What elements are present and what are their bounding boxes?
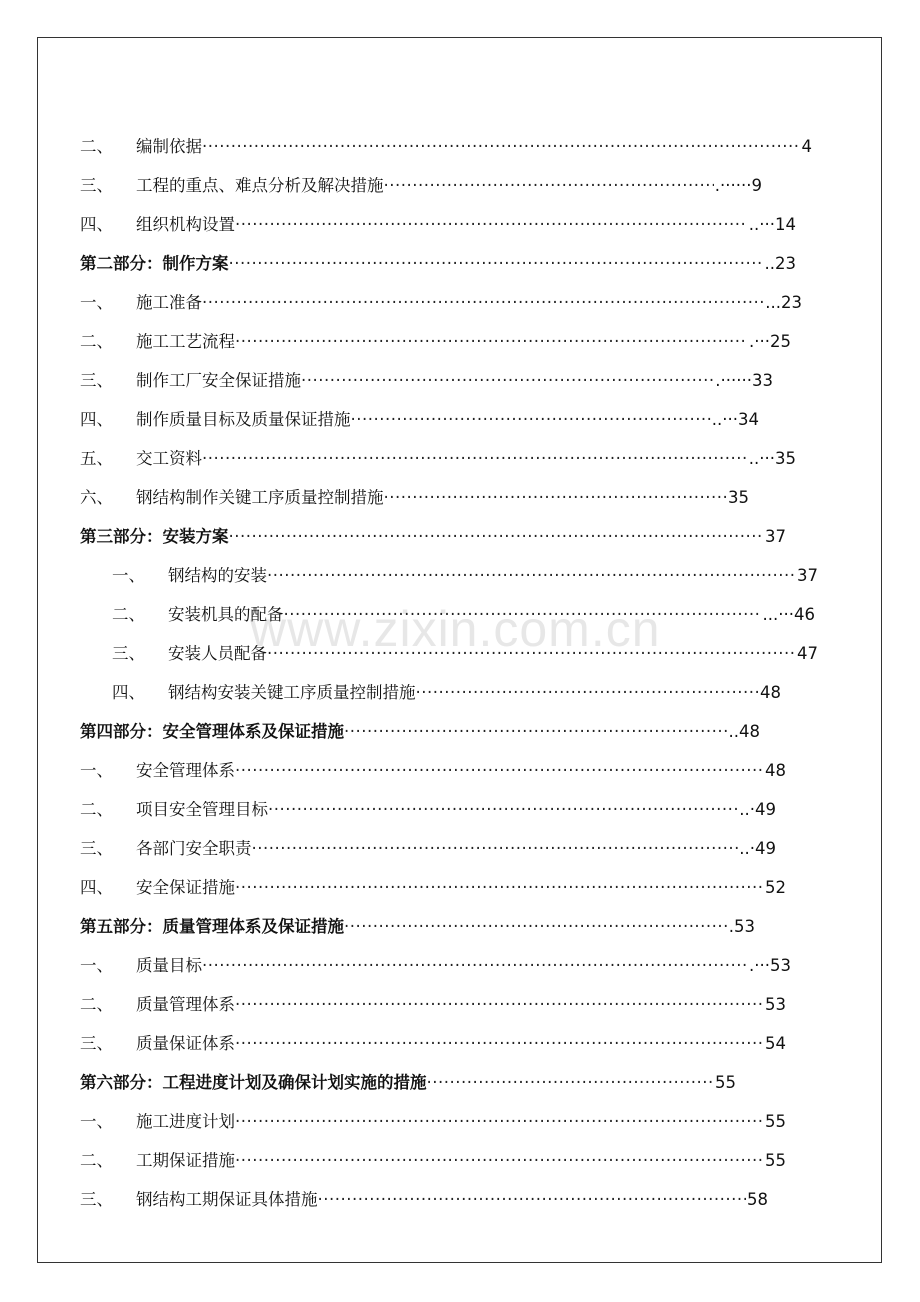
toc-page-number: 55 [715,1073,736,1092]
toc-dot-leader [267,556,796,595]
toc-entry-number: 一、 [112,566,145,585]
toc-entry-title: 工程的重点、难点分析及解决措施 [136,176,384,195]
toc-entry-title: 施工准备 [136,293,202,312]
toc-entry-title: 施工工艺流程 [136,332,235,351]
toc-dot-leader [202,283,764,322]
toc-part-heading[interactable] [0,1063,920,1102]
toc-entry[interactable] [0,205,920,244]
toc-entry-number: 三、 [80,1034,113,1053]
toc-entry-title: 制作工厂安全保证措施 [136,371,301,390]
toc-entry-title: 第五部分：质量管理体系及保证措施 [80,917,344,936]
toc-page-number: 4 [801,137,812,156]
toc-entry[interactable] [0,829,920,868]
toc-entry-number: 二、 [80,1151,113,1170]
toc-entry-title: 安全保证措施 [136,878,235,897]
toc-entry-line [136,1180,768,1219]
toc-entry-line [80,244,796,283]
toc-dot-leader [235,322,748,361]
toc-page-number: 37 [797,566,818,585]
toc-dot-leader [229,517,765,556]
toc-entry-number: 四、 [80,410,113,429]
toc-dot-leader [202,946,748,985]
toc-entry-title: 工期保证措施 [136,1151,235,1170]
toc-dot-leader [235,205,748,244]
toc-entry-line [136,322,791,361]
toc-entry-line [136,478,749,517]
toc-entry-number: 二、 [112,605,145,624]
toc-entry[interactable] [0,673,920,712]
toc-part-heading[interactable] [0,517,920,556]
toc-dot-leader [235,985,764,1024]
toc-entry-title: 钢结构工期保证具体措施 [136,1190,318,1209]
toc-entry[interactable] [0,127,920,166]
table-of-contents [0,127,920,1219]
toc-entry-number: 一、 [80,1112,113,1131]
toc-entry-number: 二、 [80,332,113,351]
toc-page-number: ..·49 [739,800,776,819]
toc-entry-number: 四、 [80,215,113,234]
toc-dot-leader [318,1180,747,1219]
toc-page-number: 55 [765,1151,786,1170]
toc-entry-line [136,283,802,322]
toc-dot-leader [416,673,760,712]
toc-entry-title: 安全管理体系 [136,761,235,780]
toc-dot-leader [235,1024,764,1063]
toc-part-heading[interactable] [0,712,920,751]
toc-entry[interactable] [0,400,920,439]
toc-page-number: 55 [765,1112,786,1131]
toc-dot-leader [202,439,748,478]
toc-entry[interactable] [0,946,920,985]
toc-entry-line [168,634,818,673]
toc-dot-leader [252,829,739,868]
toc-entry-line [136,205,796,244]
toc-page-number: ..48 [728,722,760,741]
toc-entry[interactable] [0,1180,920,1219]
toc-dot-leader [267,634,796,673]
toc-entry-line [136,829,776,868]
toc-entry-number: 四、 [112,683,145,702]
toc-entry-number: 三、 [80,371,113,390]
toc-dot-leader [202,127,801,166]
toc-entry-number: 三、 [80,176,113,195]
toc-entry-title: 施工进度计划 [136,1112,235,1131]
toc-entry-number: 五、 [80,449,113,468]
toc-page-number: 48 [765,761,786,780]
toc-entry[interactable] [0,790,920,829]
toc-entry-title: 质量管理体系 [136,995,235,1014]
toc-dot-leader [384,478,728,517]
toc-entry-line [136,985,786,1024]
toc-entry-line [136,400,759,439]
toc-entry-title: 交工资料 [136,449,202,468]
toc-dot-leader [351,400,711,439]
toc-entry-title: 钢结构制作关键工序质量控制措施 [136,488,384,507]
watermark: www.zixin.com.cn [250,601,661,657]
toc-page-number: 37 [765,527,786,546]
toc-dot-leader [235,868,764,907]
toc-entry-title: 钢结构的安装 [168,566,267,585]
toc-entry-title: 安装人员配备 [168,644,267,663]
toc-dot-leader [268,790,738,829]
toc-entry-title: 第六部分：工程进度计划及确保计划实施的措施 [80,1073,427,1092]
toc-entry[interactable] [0,283,920,322]
toc-entry[interactable] [0,556,920,595]
toc-entry-title: 项目安全管理目标 [136,800,268,819]
toc-entry-title: 组织机构设置 [136,215,235,234]
toc-dot-leader [235,751,764,790]
toc-part-heading[interactable] [0,244,920,283]
toc-entry-number: 三、 [112,644,145,663]
toc-entry-number: 二、 [80,995,113,1014]
toc-entry[interactable] [0,166,920,205]
toc-entry-line [168,556,818,595]
toc-entry[interactable] [0,868,920,907]
toc-entry-line [136,1102,786,1141]
toc-entry-title: 第三部分：安装方案 [80,527,229,546]
toc-page-number: 54 [765,1034,786,1053]
toc-entry[interactable] [0,1024,920,1063]
toc-page-number: 48 [760,683,781,702]
toc-entry-title: 安装机具的配备 [168,605,284,624]
toc-page-number: .···53 [749,956,791,975]
toc-entry-line [136,1141,786,1180]
toc-entry-title: 质量目标 [136,956,202,975]
toc-page-number: ...23 [765,293,802,312]
toc-entry-title: 编制依据 [136,137,202,156]
toc-page-number: 52 [765,878,786,897]
toc-entry-line [136,127,812,166]
toc-dot-leader [344,712,728,751]
toc-entry[interactable] [0,361,920,400]
toc-dot-leader [284,595,762,634]
toc-entry[interactable] [0,985,920,1024]
toc-page-number: ...···46 [762,605,815,624]
toc-dot-leader [301,361,714,400]
toc-entry-line [80,1063,736,1102]
toc-entry-number: 三、 [80,1190,113,1209]
toc-entry-line [136,1024,786,1063]
toc-entry-line [80,907,755,946]
toc-entry-title: 制作质量目标及质量保证措施 [136,410,351,429]
toc-entry[interactable] [0,1102,920,1141]
toc-entry-number: 二、 [80,137,113,156]
toc-entry-line [136,946,791,985]
toc-entry-title: 第四部分：安全管理体系及保证措施 [80,722,344,741]
toc-page-number: .······9 [714,176,762,195]
toc-page-number: ..23 [764,254,796,273]
toc-entry-title: 第二部分：制作方案 [80,254,229,273]
toc-entry-line [80,712,760,751]
toc-entry-number: 二、 [80,800,113,819]
toc-entry-line [168,595,815,634]
toc-entry-line [136,790,776,829]
toc-dot-leader [235,1141,764,1180]
toc-page-number: 47 [797,644,818,663]
toc-entry-line [168,673,781,712]
toc-entry-number: 六、 [80,488,113,507]
toc-page-number: .53 [728,917,755,936]
toc-page-number: 35 [728,488,749,507]
toc-entry-line [136,166,762,205]
toc-dot-leader [235,1102,764,1141]
toc-entry[interactable] [0,478,920,517]
toc-page-number: 58 [747,1190,768,1209]
toc-entry-line [80,517,786,556]
toc-entry-title: 质量保证体系 [136,1034,235,1053]
toc-entry[interactable] [0,1141,920,1180]
toc-page-number: .···25 [749,332,791,351]
toc-entry-number: 四、 [80,878,113,897]
toc-entry-number: 一、 [80,956,113,975]
toc-page-number: ..···14 [748,215,796,234]
toc-page-number: ..···35 [748,449,796,468]
toc-page-number: 53 [765,995,786,1014]
toc-page-number: ..·49 [739,839,776,858]
toc-entry-title: 钢结构安装关键工序质量控制措施 [168,683,416,702]
toc-entry-number: 一、 [80,293,113,312]
toc-entry[interactable] [0,595,920,634]
toc-entry[interactable] [0,439,920,478]
toc-entry-line [136,868,786,907]
toc-entry-line [136,751,786,790]
toc-entry[interactable] [0,634,920,673]
toc-part-heading[interactable] [0,907,920,946]
toc-entry-line [136,439,796,478]
toc-page-number: .······33 [715,371,773,390]
toc-dot-leader [229,244,764,283]
toc-entry[interactable] [0,751,920,790]
toc-page-number: ..···34 [711,410,759,429]
toc-dot-leader [427,1063,715,1102]
toc-entry-number: 一、 [80,761,113,780]
toc-dot-leader [384,166,714,205]
toc-dot-leader [344,907,728,946]
toc-entry-line [136,361,773,400]
toc-entry[interactable] [0,322,920,361]
toc-entry-number: 三、 [80,839,113,858]
toc-entry-title: 各部门安全职责 [136,839,252,858]
